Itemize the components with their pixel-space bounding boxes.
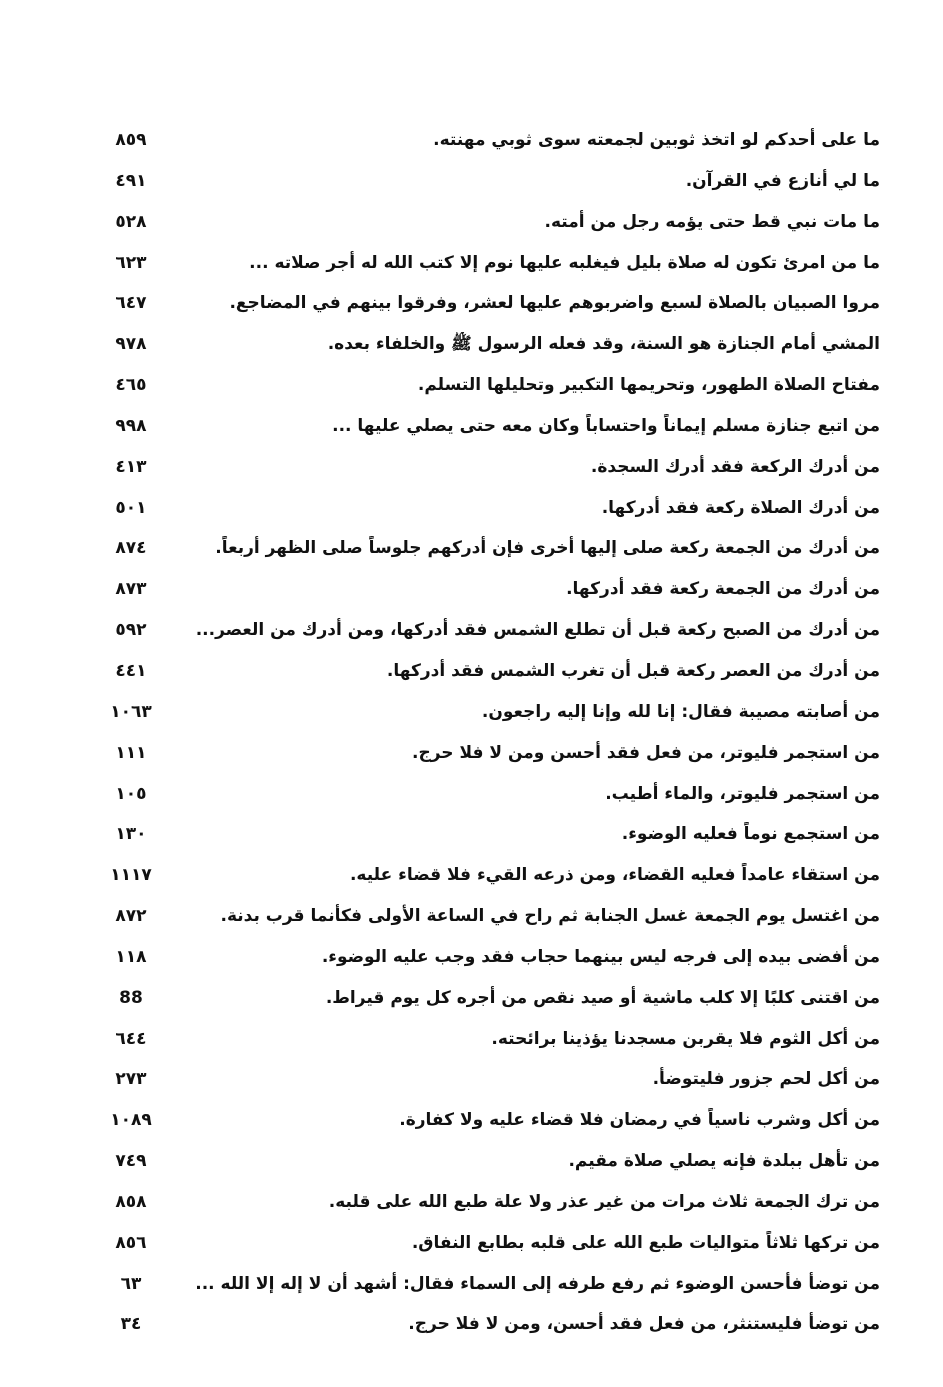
hadith-text: مفتاح الصلاة الطهور، وتحريمها التكبير وتحليلها التسلم.: [417, 375, 880, 396]
hadith-text: ما مات نبي قط حتى يؤمه رجل من أمته.: [544, 211, 880, 232]
hadith-text: ما من امرئ تكون له صلاة بليل فيغلبه عليها نوم إلا كتب الله له أجر صلاته ...: [249, 252, 880, 273]
page-number: ٤٦٥: [115, 375, 147, 396]
page-number: ١٣٠: [115, 824, 147, 845]
list-item: [100, 1308, 880, 1349]
hadith-text: ما لي أنازع في القرآن.: [685, 170, 880, 191]
hadith-text: من استجمر فليوتر، من فعل فقد أحسن ومن لا فلا حرج.: [411, 742, 880, 763]
list-item: [100, 1145, 880, 1186]
page-number: ١٠٦٣: [110, 701, 152, 722]
page-number: ٤٩١: [115, 170, 147, 191]
page-number: ٧٤٩: [115, 1151, 147, 1172]
list-item: [100, 532, 880, 573]
list-item: [100, 451, 880, 492]
page-number: ١٠٥: [115, 783, 147, 804]
hadith-text: من أكل وشرب ناسياً في رمضان فلا قضاء عليه ولا كفارة.: [399, 1110, 880, 1131]
list-item: [100, 124, 880, 165]
hadith-text: ما على أحدكم لو اتخذ ثوبين لجمعته سوى ثوبي مهنته.: [433, 130, 880, 150]
page-number: ٤١٣: [115, 456, 147, 477]
list-item: [100, 247, 880, 288]
page-number: ٥٢٨: [115, 211, 147, 232]
list-item: [100, 206, 880, 247]
hadith-text: من اتبع جنازة مسلم إيماناً واحتساباً وكان معه حتى يصلي عليها ...: [332, 415, 880, 436]
hadith-text: من استجمر فليوتر، والماء أطيب.: [605, 783, 880, 804]
page-number: ٦٤٧: [115, 293, 147, 314]
hadith-text: من أفضى بيده إلى فرجه ليس بينهما حجاب فقد وجب عليه الوضوء.: [321, 946, 880, 967]
page-number: ٨٧٢: [115, 906, 147, 927]
page-number: ٩٧٨: [115, 334, 147, 355]
page-number: ١١١: [115, 742, 147, 763]
list-item: [100, 328, 880, 369]
list-item: [100, 1268, 880, 1309]
list-item: [100, 492, 880, 533]
page-number: ٨٥٩: [115, 130, 147, 150]
hadith-text: من استجمع نوماً فعليه الوضوء.: [621, 824, 880, 845]
hadith-text: من توضأ فأحسن الوضوء ثم رفع طرفه إلى السماء فقال: أشهد أن لا إله إلا الله ...: [195, 1273, 880, 1294]
hadith-text: من أدرك من الجمعة ركعة فقد أدركها.: [566, 579, 880, 600]
page-number: ٨٥٦: [115, 1232, 147, 1253]
list-item: [100, 818, 880, 859]
hadith-text: من ترك الجمعة ثلاث مرات من غير عذر ولا علة طبع الله على قلبه.: [328, 1191, 880, 1212]
list-item: [100, 655, 880, 696]
list-item: [100, 287, 880, 328]
page-number: ٨٧٣: [115, 579, 147, 600]
hadith-text: من تأهل ببلدة فإنه يصلي صلاة مقيم.: [568, 1151, 880, 1172]
page-number: ١١٨: [115, 946, 147, 967]
page-number: ١٠٨٩: [110, 1110, 152, 1131]
hadith-text: من توضأ فليستنثر، من فعل فقد أحسن، ومن لا فلا حرج.: [408, 1314, 880, 1335]
list-item: [100, 696, 880, 737]
list-item: [100, 614, 880, 655]
hadith-text: من أدرك من الصبح ركعة قبل أن تطلع الشمس فقد أدركها، ومن أدرك من العصر...: [195, 620, 880, 641]
hadith-text: من أدرك الصلاة ركعة فقد أدركها.: [601, 497, 880, 518]
hadith-text: من أكل الثوم فلا يقربن مسجدنا يؤذينا برائحته.: [491, 1028, 880, 1049]
list-item: [100, 900, 880, 941]
hadith-text: مروا الصبيان بالصلاة لسبع واضربوهم عليها لعشر، وفرقوا بينهم في المضاجع.: [229, 293, 880, 314]
list-item: [100, 369, 880, 410]
page-number: ١١١٧: [110, 865, 152, 886]
page-number: ٥٠١: [115, 497, 147, 518]
page-number: ٣٤: [120, 1314, 142, 1335]
hadith-text: من أصابته مصيبة فقال: إنا لله وإنا إليه راجعون.: [481, 701, 880, 722]
page-number: ٤٤١: [115, 660, 147, 681]
list-item: [100, 737, 880, 778]
page-number: 88: [119, 987, 143, 1008]
list-item: [100, 1023, 880, 1064]
list-item: [100, 982, 880, 1023]
hadith-text: من اغتسل يوم الجمعة غسل الجنابة ثم راح في الساعة الأولى فكأنما قرب بدنة.: [220, 906, 880, 927]
hadith-text: من استقاء عامداً فعليه القضاء، ومن ذرعه القيء فلا قضاء عليه.: [349, 865, 880, 886]
page-number: ٨٥٨: [115, 1191, 147, 1212]
list-item: [100, 778, 880, 819]
hadith-text: من تركها ثلاثاً متواليات طبع الله على قلبه بطابع النفاق.: [411, 1232, 880, 1253]
hadith-index-list: [100, 124, 880, 1349]
page-number: ٦٤٤: [115, 1028, 147, 1049]
list-item: [100, 573, 880, 614]
hadith-text: من أدرك من العصر ركعة قبل أن تغرب الشمس فقد أدركها.: [386, 660, 880, 681]
page-number: ٦٣: [120, 1273, 142, 1294]
hadith-text: من أدرك الركعة فقد أدرك السجدة.: [590, 456, 880, 477]
hadith-text: من أدرك من الجمعة ركعة صلى إليها أخرى فإن أدركهم جلوساً صلى الظهر أربعاً.: [215, 538, 880, 559]
list-item: [100, 859, 880, 900]
list-item: [100, 1104, 880, 1145]
page-number: ٦٢٣: [115, 252, 147, 273]
page-number: ٥٩٢: [115, 620, 147, 641]
list-item: [100, 941, 880, 982]
list-item: [100, 1186, 880, 1227]
list-item: [100, 165, 880, 206]
page-number: ٩٩٨: [115, 415, 147, 436]
hadith-text: من أكل لحم جزور فليتوضأ.: [652, 1069, 880, 1090]
hadith-text: من اقتنى كلبًا إلا كلب ماشية أو صيد نقص من أجره كل يوم قيراط.: [325, 987, 880, 1008]
hadith-text: المشي أمام الجنازة هو السنة، وقد فعله الرسول ﷺ والخلفاء بعده.: [327, 334, 880, 355]
list-item: [100, 410, 880, 451]
page-number: ٨٧٤: [115, 538, 147, 559]
list-item: [100, 1063, 880, 1104]
page-number: ٢٧٣: [115, 1069, 147, 1090]
list-item: [100, 1227, 880, 1268]
